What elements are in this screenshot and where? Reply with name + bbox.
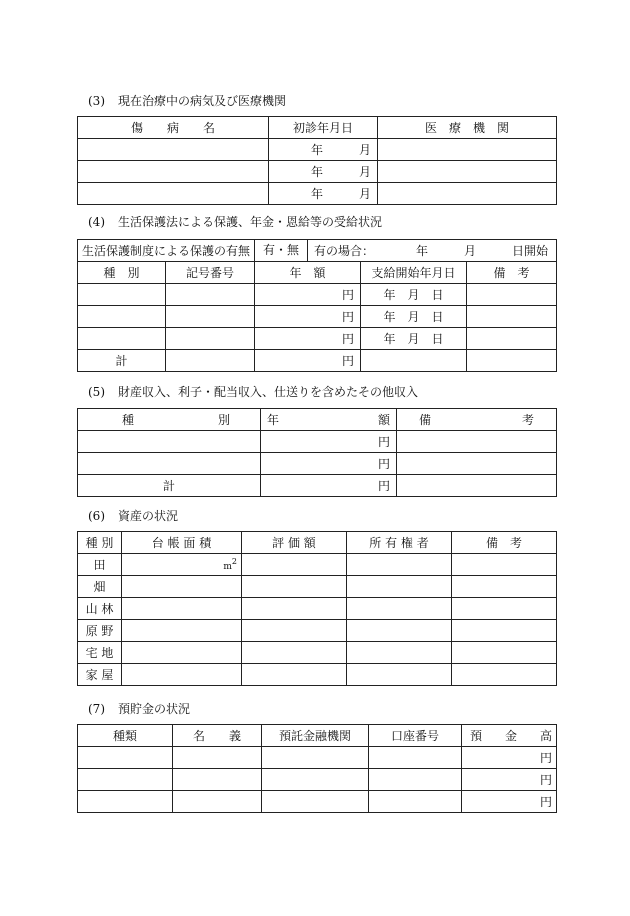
table-header-row xyxy=(78,725,557,747)
account-number-field[interactable] xyxy=(369,769,462,791)
asset-type-label: 畑 xyxy=(78,576,122,598)
medical-institution-field[interactable] xyxy=(378,139,557,161)
section-4-number: (4) xyxy=(88,215,105,229)
valuation-field[interactable] xyxy=(242,620,347,642)
header-financial-institution: 預託金融機関 xyxy=(262,725,369,747)
header-annual-amount: 年 額 xyxy=(255,262,361,284)
table-row xyxy=(78,598,557,620)
annual-amount-field[interactable]: 円 xyxy=(255,284,361,306)
annual-amount-field[interactable]: 円 xyxy=(255,328,361,350)
header-type-part1: 種 xyxy=(122,413,135,427)
remarks-field[interactable] xyxy=(452,664,557,686)
owner-field[interactable] xyxy=(347,620,452,642)
remarks-field[interactable] xyxy=(452,620,557,642)
table-header-row xyxy=(78,532,557,554)
income-remarks-field[interactable] xyxy=(397,453,557,475)
table-row xyxy=(78,769,557,791)
valuation-field[interactable] xyxy=(242,554,347,576)
header-type: 種 別 xyxy=(78,262,166,284)
income-type-field[interactable] xyxy=(78,453,261,475)
header-remarks-part2: 考 xyxy=(521,413,534,427)
table-row xyxy=(78,139,557,161)
balance-field[interactable]: 円 xyxy=(462,747,557,769)
code-number-field[interactable] xyxy=(166,284,255,306)
valuation-field[interactable] xyxy=(242,576,347,598)
section-5-number: (5) xyxy=(88,385,105,399)
payment-start-date-field[interactable]: 年 月 日 xyxy=(361,328,467,350)
header-amount-part2: 額 xyxy=(377,413,390,427)
header-medical-institution: 医 療 機 関 xyxy=(378,117,557,139)
medical-institution-field[interactable] xyxy=(378,183,557,205)
section-5-heading xyxy=(88,383,418,400)
header-ledger-area: 台 帳 面 積 xyxy=(122,532,242,554)
income-type-field[interactable] xyxy=(78,431,261,453)
table-row xyxy=(78,576,557,598)
section-3-number: (3) xyxy=(88,94,105,108)
balance-field[interactable]: 円 xyxy=(462,769,557,791)
header-remarks-part1: 備 xyxy=(419,413,432,427)
table-header-row xyxy=(78,262,557,284)
income-amount-field[interactable]: 円 xyxy=(261,453,397,475)
welfare-pension-table xyxy=(77,239,557,372)
remarks-field[interactable] xyxy=(452,554,557,576)
header-code-number: 記号番号 xyxy=(166,262,255,284)
valuation-field[interactable] xyxy=(242,598,347,620)
illness-name-field[interactable] xyxy=(78,139,269,161)
other-income-table xyxy=(77,408,557,497)
ledger-area-field[interactable] xyxy=(122,554,242,576)
first-visit-date-field[interactable]: 年 月 xyxy=(269,139,378,161)
total-label: 計 xyxy=(78,350,166,372)
account-holder-field[interactable] xyxy=(173,791,262,813)
section-5-title: 財産収入、利子・配当収入、仕送りを含めたその他収入 xyxy=(118,385,419,399)
table-row xyxy=(78,642,557,664)
account-holder-field[interactable] xyxy=(173,747,262,769)
section-7-title: 預貯金の状況 xyxy=(118,702,191,716)
header-balance-part2: 金 xyxy=(504,729,517,743)
ledger-area-field[interactable] xyxy=(122,620,242,642)
account-type-field[interactable] xyxy=(78,747,173,769)
header-owner: 所 有 権 者 xyxy=(347,532,452,554)
yes-no-choice[interactable]: 有・無 xyxy=(255,240,308,261)
payment-start-date-field[interactable]: 年 月 日 xyxy=(361,284,467,306)
medical-institution-field[interactable] xyxy=(378,161,557,183)
header-balance-part3: 高 xyxy=(539,729,552,743)
section-4-heading xyxy=(88,213,382,230)
first-visit-date-field[interactable]: 年 月 xyxy=(269,183,378,205)
section-6-title: 資産の状況 xyxy=(118,509,179,523)
valuation-field[interactable] xyxy=(242,664,347,686)
type-field[interactable] xyxy=(78,306,166,328)
financial-institution-field[interactable] xyxy=(262,747,369,769)
owner-field[interactable] xyxy=(347,664,452,686)
remarks-field[interactable] xyxy=(467,284,557,306)
financial-institution-field[interactable] xyxy=(262,769,369,791)
remarks-field[interactable] xyxy=(467,306,557,328)
savings-table xyxy=(77,724,557,813)
total-row xyxy=(78,475,557,497)
account-number-field[interactable] xyxy=(369,791,462,813)
asset-type-label: 田 xyxy=(78,554,122,576)
header-account-type: 種類 xyxy=(78,725,173,747)
financial-institution-field[interactable] xyxy=(262,791,369,813)
remarks-field[interactable] xyxy=(452,642,557,664)
account-holder-field[interactable] xyxy=(173,769,262,791)
area-unit: m xyxy=(223,562,232,572)
account-type-field[interactable] xyxy=(78,769,173,791)
table-row xyxy=(78,747,557,769)
owner-field[interactable] xyxy=(347,642,452,664)
header-asset-type: 種 別 xyxy=(78,532,122,554)
section-6-heading xyxy=(88,507,178,524)
asset-type-label: 山 林 xyxy=(78,598,122,620)
header-remarks: 備 考 xyxy=(467,262,557,284)
table-header-row xyxy=(78,117,557,139)
income-remarks-field[interactable] xyxy=(397,431,557,453)
type-field[interactable] xyxy=(78,328,166,350)
table-row xyxy=(78,554,557,576)
annual-amount-field[interactable]: 円 xyxy=(255,306,361,328)
table-row xyxy=(78,284,557,306)
valuation-field[interactable] xyxy=(242,642,347,664)
header-account-holder: 名 義 xyxy=(173,725,262,747)
table-row xyxy=(78,453,557,475)
section-7-heading xyxy=(88,700,190,717)
header-amount-part1: 年 xyxy=(267,413,280,427)
owner-field[interactable] xyxy=(347,598,452,620)
remarks-field[interactable] xyxy=(452,598,557,620)
start-date-field[interactable]: 年 月 日開始 xyxy=(416,244,549,258)
remarks-field[interactable] xyxy=(467,328,557,350)
if-yes-label: 有の場合： xyxy=(314,244,375,258)
total-income-field[interactable]: 円 xyxy=(261,475,397,497)
code-number-field[interactable] xyxy=(166,306,255,328)
table-row xyxy=(78,306,557,328)
illness-name-field[interactable] xyxy=(78,183,269,205)
table-row xyxy=(78,183,557,205)
ledger-area-field[interactable] xyxy=(122,664,242,686)
assets-table xyxy=(77,531,557,686)
first-visit-date-field[interactable]: 年 月 xyxy=(269,161,378,183)
balance-field[interactable]: 円 xyxy=(462,791,557,813)
section-4-title: 生活保護法による保護、年金・恩給等の受給状況 xyxy=(118,215,383,229)
code-number-field[interactable] xyxy=(166,328,255,350)
total-amount-field[interactable]: 円 xyxy=(255,350,361,372)
table-row xyxy=(78,328,557,350)
section-7-number: (7) xyxy=(88,702,105,716)
illness-medical-table xyxy=(77,116,557,205)
table-header-row xyxy=(78,409,557,431)
type-field[interactable] xyxy=(78,284,166,306)
table-row xyxy=(78,664,557,686)
ledger-area-field[interactable] xyxy=(122,642,242,664)
table-row xyxy=(78,620,557,642)
illness-name-field[interactable] xyxy=(78,161,269,183)
header-valuation: 評 価 額 xyxy=(242,532,347,554)
ledger-area-field[interactable] xyxy=(122,576,242,598)
section-3-title: 現在治療中の病気及び医療機関 xyxy=(118,94,287,108)
header-illness-name: 傷 病 名 xyxy=(78,117,269,139)
remarks-field[interactable] xyxy=(452,576,557,598)
total-row xyxy=(78,350,557,372)
ledger-area-field[interactable] xyxy=(122,598,242,620)
header-type-part2: 別 xyxy=(217,413,230,427)
income-amount-field[interactable]: 円 xyxy=(261,431,397,453)
owner-field[interactable] xyxy=(347,576,452,598)
header-payment-start-date: 支給開始年月日 xyxy=(361,262,467,284)
asset-type-label: 家 屋 xyxy=(78,664,122,686)
section-3-heading xyxy=(88,92,286,109)
asset-type-label: 原 野 xyxy=(78,620,122,642)
account-type-field[interactable] xyxy=(78,791,173,813)
welfare-status-row xyxy=(78,240,557,262)
total-label: 計 xyxy=(78,475,261,497)
header-first-visit-date: 初診年月日 xyxy=(269,117,378,139)
account-number-field[interactable] xyxy=(369,747,462,769)
header-remarks: 備 考 xyxy=(452,532,557,554)
payment-start-date-field[interactable]: 年 月 日 xyxy=(361,306,467,328)
area-unit-exponent: 2 xyxy=(231,557,237,566)
table-row xyxy=(78,791,557,813)
welfare-protection-label: 生活保護制度による保護の有無 xyxy=(78,240,255,262)
header-balance-part1: 預 xyxy=(470,729,483,743)
asset-type-label: 宅 地 xyxy=(78,642,122,664)
table-row xyxy=(78,161,557,183)
header-account-number: 口座番号 xyxy=(369,725,462,747)
owner-field[interactable] xyxy=(347,554,452,576)
section-6-number: (6) xyxy=(88,509,105,523)
table-row xyxy=(78,431,557,453)
